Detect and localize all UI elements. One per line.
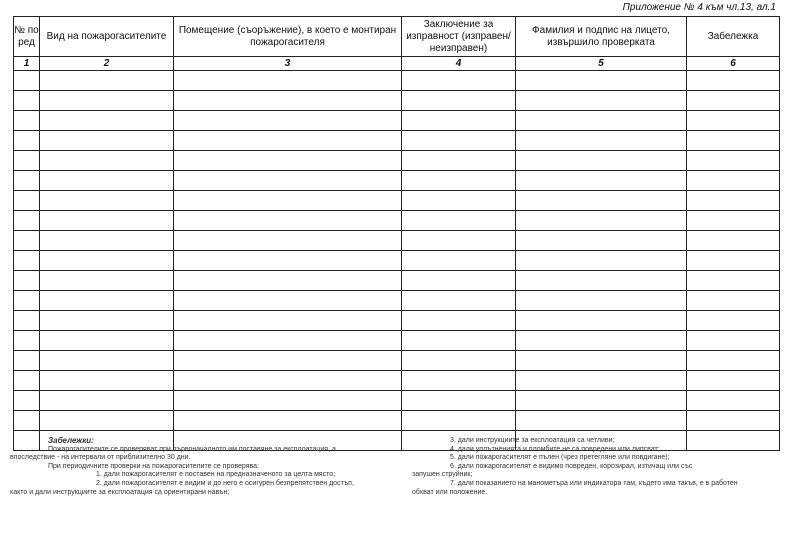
table-row — [14, 211, 780, 231]
table-cell[interactable] — [402, 151, 516, 171]
table-cell[interactable] — [516, 311, 687, 331]
table-cell[interactable] — [516, 391, 687, 411]
inspection-register-table — [13, 16, 780, 451]
table-cell[interactable] — [14, 211, 40, 231]
table-cell[interactable] — [516, 131, 687, 151]
table-cell[interactable] — [174, 231, 402, 251]
notes-title: Забележки: — [48, 436, 94, 445]
table-cell[interactable] — [402, 171, 516, 191]
table-cell[interactable] — [687, 71, 780, 91]
table-cell[interactable] — [687, 371, 780, 391]
header-extinguisher-type: Вид на пожарогасителите — [40, 17, 174, 57]
table-cell[interactable] — [516, 331, 687, 351]
table-cell[interactable] — [402, 311, 516, 331]
table-cell[interactable] — [516, 111, 687, 131]
table-cell[interactable] — [174, 391, 402, 411]
table-row — [14, 71, 780, 91]
column-numbers-row — [14, 57, 780, 71]
table-cell[interactable] — [687, 211, 780, 231]
table-cell[interactable] — [14, 131, 40, 151]
table-row — [14, 131, 780, 151]
table-cell[interactable] — [40, 71, 174, 91]
table-row — [14, 311, 780, 331]
table-cell[interactable] — [40, 231, 174, 251]
table-cell[interactable] — [40, 291, 174, 311]
table-cell[interactable] — [14, 251, 40, 271]
table-cell[interactable] — [174, 411, 402, 431]
table-cell[interactable] — [14, 191, 40, 211]
note-paragraph: Пожарогасителите се проверяват при първоначалното им поставяне за експлоатация, а — [48, 445, 336, 453]
column-number: 2 — [40, 57, 174, 71]
table-cell[interactable] — [402, 91, 516, 111]
table-cell[interactable] — [687, 411, 780, 431]
table-cell[interactable] — [402, 191, 516, 211]
table-cell[interactable] — [402, 251, 516, 271]
table-cell[interactable] — [687, 251, 780, 271]
table-cell[interactable] — [687, 151, 780, 171]
table-cell[interactable] — [174, 371, 402, 391]
header-inspector: Фамилия и подпис на лицето, извършило проверката — [516, 17, 687, 57]
note-item: 5. дали пожарогасителят е пълен (чрез претегляне или повдигане); — [450, 454, 670, 462]
table-cell[interactable] — [14, 311, 40, 331]
table-cell[interactable] — [40, 131, 174, 151]
table-cell[interactable] — [687, 311, 780, 331]
table-cell[interactable] — [40, 271, 174, 291]
header-condition: Заключение за изправност (изправен/ неизправен) — [402, 17, 516, 57]
table-row — [14, 231, 780, 251]
table-cell[interactable] — [14, 391, 40, 411]
table-row — [14, 291, 780, 311]
table-cell[interactable] — [402, 371, 516, 391]
table-cell[interactable] — [174, 291, 402, 311]
table-cell[interactable] — [402, 271, 516, 291]
table-cell[interactable] — [687, 231, 780, 251]
table-row — [14, 111, 780, 131]
table-cell[interactable] — [687, 131, 780, 151]
note-item: 6. дали пожарогасителят е видимо повреден, корозирал, изтичащ или със — [450, 462, 693, 470]
column-number: 6 — [687, 57, 780, 71]
table-cell[interactable] — [687, 351, 780, 371]
table-cell[interactable] — [402, 131, 516, 151]
table-cell[interactable] — [14, 111, 40, 131]
table-cell[interactable] — [402, 231, 516, 251]
notes-left — [10, 437, 405, 497]
table-cell[interactable] — [14, 371, 40, 391]
table-row — [14, 351, 780, 371]
table-cell[interactable] — [687, 391, 780, 411]
note-item: 2. дали пожарогасителят е видим и до него е осигурен безпрепятствен достъп, — [96, 479, 354, 487]
table-cell[interactable] — [516, 371, 687, 391]
table-cell[interactable] — [40, 331, 174, 351]
table-cell[interactable] — [687, 291, 780, 311]
table-cell[interactable] — [402, 351, 516, 371]
header-location: Помещение (съоръжение), в което е монтиран пожарогасителя — [174, 17, 402, 57]
note-item-cont: обхват или положение. — [412, 488, 488, 496]
column-number: 4 — [402, 57, 516, 71]
table-row — [14, 331, 780, 351]
table-cell[interactable] — [516, 151, 687, 171]
table-cell[interactable] — [516, 271, 687, 291]
table-cell[interactable] — [516, 91, 687, 111]
table-cell[interactable] — [40, 311, 174, 331]
table-cell[interactable] — [516, 251, 687, 271]
table-cell[interactable] — [14, 351, 40, 371]
table-cell[interactable] — [14, 71, 40, 91]
table-row — [14, 371, 780, 391]
table-cell[interactable] — [687, 111, 780, 131]
table-cell[interactable] — [14, 331, 40, 351]
table-cell[interactable] — [516, 291, 687, 311]
table-cell[interactable] — [14, 91, 40, 111]
column-number: 3 — [174, 57, 402, 71]
table-row — [14, 191, 780, 211]
table-cell[interactable] — [14, 231, 40, 251]
note-item-cont: запушен струйник; — [412, 471, 473, 479]
table-cell[interactable] — [516, 351, 687, 371]
note-item: 7. дали показанието на манометъра или индикатора там, където има такъв, е в работен — [450, 479, 738, 487]
table-cell[interactable] — [687, 91, 780, 111]
table-cell[interactable] — [687, 191, 780, 211]
table-cell[interactable] — [174, 131, 402, 151]
table-cell[interactable] — [174, 351, 402, 371]
table-cell[interactable] — [174, 251, 402, 271]
notes-right — [412, 437, 792, 497]
header-remark: Забележка — [687, 17, 780, 57]
table-cell[interactable] — [402, 211, 516, 231]
table-cell[interactable] — [40, 111, 174, 131]
table-cell[interactable] — [174, 171, 402, 191]
column-number: 5 — [516, 57, 687, 71]
note-paragraph-cont: впоследствие - на интервали от приблизително 30 дни. — [10, 454, 191, 462]
table-cell[interactable] — [174, 211, 402, 231]
table-cell[interactable] — [174, 331, 402, 351]
table-cell[interactable] — [402, 291, 516, 311]
table-cell[interactable] — [14, 291, 40, 311]
table-row — [14, 171, 780, 191]
note-paragraph: При периодичните проверки на пожарогасителите се проверява: — [48, 462, 259, 470]
table-cell[interactable] — [40, 411, 174, 431]
table-cell[interactable] — [174, 271, 402, 291]
table-cell[interactable] — [174, 311, 402, 331]
table-cell[interactable] — [174, 111, 402, 131]
table-cell[interactable] — [40, 251, 174, 271]
table-cell[interactable] — [402, 391, 516, 411]
table-cell[interactable] — [402, 331, 516, 351]
table-row — [14, 251, 780, 271]
table-cell[interactable] — [402, 111, 516, 131]
table-cell[interactable] — [174, 91, 402, 111]
table-cell[interactable] — [174, 71, 402, 91]
table-cell[interactable] — [40, 151, 174, 171]
table-cell[interactable] — [14, 411, 40, 431]
table-cell[interactable] — [40, 371, 174, 391]
table-row — [14, 91, 780, 111]
table-cell[interactable] — [402, 411, 516, 431]
table-cell[interactable] — [516, 211, 687, 231]
table-cell[interactable] — [174, 151, 402, 171]
table-cell[interactable] — [516, 191, 687, 211]
table-cell[interactable] — [402, 71, 516, 91]
table-cell[interactable] — [687, 271, 780, 291]
table-cell[interactable] — [516, 171, 687, 191]
column-number: 1 — [14, 57, 40, 71]
table-cell[interactable] — [687, 171, 780, 191]
table-cell[interactable] — [40, 351, 174, 371]
table-row — [14, 391, 780, 411]
note-item: 3. дали инструкциите за експлоатация са четливи; — [450, 437, 615, 444]
table-cell[interactable] — [516, 71, 687, 91]
table-cell[interactable] — [14, 151, 40, 171]
table-row — [14, 271, 780, 291]
table-row — [14, 151, 780, 171]
table-cell[interactable] — [40, 391, 174, 411]
table-cell[interactable] — [40, 191, 174, 211]
header-row — [14, 17, 780, 57]
note-item: 4. дали уплътненията и пломбите не са повредени или липсват; — [450, 445, 660, 453]
table-cell[interactable] — [174, 191, 402, 211]
note-item-cont: както и дали инструкциите за експлоатация са ориентирани навън; — [10, 488, 230, 496]
table-cell[interactable] — [14, 171, 40, 191]
note-item: 1. дали пожарогасителят е поставен на предназначеното за целта място; — [96, 471, 336, 479]
table-cell[interactable] — [40, 171, 174, 191]
appendix-reference: Приложение № 4 към чл.13, ал.1 — [622, 2, 776, 13]
header-number: № по ред — [14, 17, 40, 57]
table-row — [14, 411, 780, 431]
table-cell[interactable] — [516, 231, 687, 251]
table-cell[interactable] — [40, 91, 174, 111]
table-cell[interactable] — [40, 211, 174, 231]
table-cell[interactable] — [687, 331, 780, 351]
table-cell[interactable] — [14, 271, 40, 291]
table-cell[interactable] — [516, 411, 687, 431]
